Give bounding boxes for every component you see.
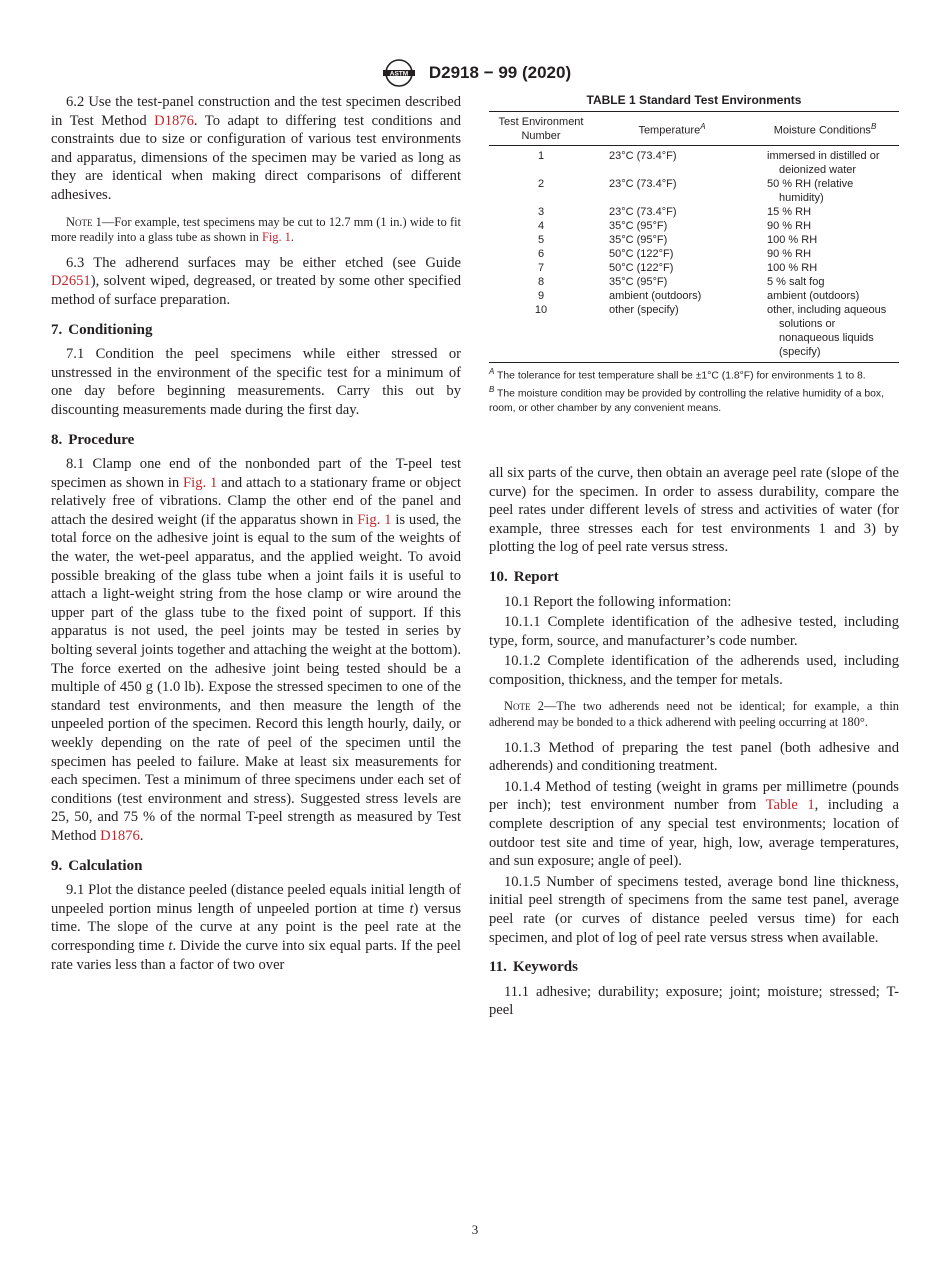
header-temperature: Temperature$^A$ (638, 122, 706, 137)
link-d1876[interactable]: D1876 (100, 827, 140, 844)
table-row: 8 35°C (95°F) 5 % salt fog (537, 276, 825, 288)
paragraph-10-1: 10.1 Report the following information: (504, 593, 732, 610)
svg-text:ASTM: ASTM (389, 70, 409, 78)
table-row: 3 23°C (73.4°F) 15 % RH (537, 206, 812, 218)
page-number: 3 (471, 1222, 479, 1237)
link-d2651[interactable]: D2651 (51, 273, 91, 290)
table-row: 4 35°C (95°F) 90 % RH (537, 220, 812, 232)
paragraph-6-2: 6.2 Use the test-panel construction and the test specimen described in Test Method D1876. To adapt to differing test conditions and constraints due to size or configuration of various test environments and apparatus, dimensions of the specimen may be varied as long as they are identical when making direct comparisons of different adhesives. (51, 94, 461, 203)
section-7-heading: 7. Conditioning (51, 321, 153, 338)
paragraph-9-1: 9.1 Plot the distance peeled (distance peeled equals initial length of unpeeled portion minus length of unpeeled portion at time t) versus time. The slope of the curve at any point is the peel rate at the corresponding time t. Divide the curve into six equal parts. If the peel rate varies less than a factor of two over (51, 882, 461, 973)
paragraph-9-1-continued: all six parts of the curve, then obtain an average peel rate (slope of the curve) for the specimen. In order to assess durability, compare the peel rates under different levels of stress and activities of water (for example, three stresses each for test environments 1 and 3) by plotting the log of peel rate versus stress. (489, 464, 899, 556)
table-row: 6 50°C (122°F) 90 % RH (537, 248, 812, 260)
paragraph-10-1-5: 10.1.5 Number of specimens tested, average bond line thickness, initial peel strength of specimens from the same test panel, average peel rate (or curves of distance peeled versus time) for each specimen, and plot of log of peel rate versus stress when available. (489, 873, 899, 946)
table-footnote-a: $^A$ The tolerance for test temperature shall be ±1°C (1.8°F) for environments 1 to 8. (489, 367, 866, 382)
document-id: D2918 − 99 (2020) (428, 63, 572, 82)
section-10-heading: 10. Report (489, 568, 559, 585)
link-fig-1[interactable]: Fig. 1 (261, 230, 291, 245)
header-moisture: Moisture Conditions$^B$ (773, 122, 877, 137)
right-column (489, 93, 899, 1022)
paragraph-8-1: 8.1 Clamp one end of the nonbonded part of the T-peel test specimen as shown in Fig. 1 and attach to a stationary frame or object relatively free of vibrations. Clamp the other end of the panel and attach the desired weight (if the apparatus shown in Fig. 1 is used, the total force on the adhesive joint is equal to the sum of the weights of the water, the wet-peel apparatus, and the applied weight. To avoid possible breaking of the glass tube when a joint fails it is useful to attach a light-weight string from the hose clamp or wire around the upper part of the glass tube to the fixed point of support. If this apparatus is not used, the peel joints may be tested in series by bolting several joints together and attaching the weight at the bottom). The force exerted on the adhesive joint being tested should be a multiple of 450 g (1.0 lb). Expose the stressed specimen to one of the standard test environments, and then measure the length of the unpeeled portion of the specimen. Record this length hourly, daily, or weekly depending on the rate of peel of the specimen until the specimen has peeled to failure. Make at least six measurements for each specimen. Test a minimum of three specimens under each set of conditions (test environment and stress). Suggested stress levels are 25, 50, and 75 % of the normal T-peel strength as measured by Test Method D1876. (51, 456, 461, 844)
table-footnote-b: $^B$ The moisture condition may be provided by controlling the relative humidity of a box, room, or other chamber by any convenient means. (489, 385, 885, 414)
paragraph-7-1: 7.1 Condition the peel specimens while either stressed or unstressed in the environment of the specific test for a minimum of one day before beginning measurements. Carry this out by discounting measurements made during the first day. (51, 346, 461, 418)
left-column (51, 93, 461, 976)
header-environment-number: Test Environment Number (498, 116, 584, 142)
note-1: Note 1—For example, test specimens may be cut to 12.7 mm (1 in.) wide to fit more readily into a glass tube as shown in Fig. 1. (51, 214, 461, 245)
link-table-1[interactable]: Table 1 (765, 797, 815, 814)
link-fig-1[interactable]: Fig. 1 (183, 474, 218, 491)
note-2: Note 2—The two adherends need not be identical; for example, a thin adherend may be bonded to a thick adherend with peeling occurring at 180°. (489, 699, 899, 730)
section-11-heading: 11. Keywords (489, 959, 578, 976)
paragraph-11-1: 11.1 adhesive; durability; exposure; joint; moisture; stressed; T-peel (489, 983, 899, 1019)
table-row: 1 23°C (73.4°F) immersed in distilled or deionized water (537, 150, 880, 176)
astm-logo-icon (379, 58, 419, 88)
link-d1876[interactable]: D1876 (154, 112, 194, 129)
link-fig-1[interactable]: Fig. 1 (357, 511, 392, 528)
table-row: 5 35°C (95°F) 100 % RH (537, 234, 818, 246)
section-9-heading: 9. Calculation (51, 857, 143, 874)
paragraph-10-1-3: 10.1.3 Method of preparing the test panel (both adhesive and adherends) and conditioning treatment. (489, 739, 899, 775)
table-1 (489, 93, 899, 416)
paragraph-10-1-2: 10.1.2 Complete identification of the adherends used, including composition, thickness, and the temper for metals. (489, 653, 899, 688)
page-header (0, 58, 950, 88)
table-row: 9 ambient (outdoors) ambient (outdoors) (537, 290, 860, 302)
paragraph-10-1-1: 10.1.1 Complete identification of the adhesive tested, including type, form, source, and manufacturer’s code number. (489, 614, 899, 649)
section-8-heading: 8. Procedure (51, 431, 135, 448)
paragraph-6-3: 6.3 The adherend surfaces may be either etched (see Guide D2651), solvent wiped, degreased, or treated by some other specified method of surface preparation. (51, 254, 461, 308)
table-header-row (489, 112, 899, 146)
paragraph-10-1-4: 10.1.4 Method of testing (weight in grams per millimetre (pounds per inch); test environment number from Table 1, including a complete description of any special test environments; location of outdoor test site and time of year, high, low, average temperatures, and sun exposure; angle of peel). (489, 778, 899, 870)
table-row: 2 23°C (73.4°F) 50 % RH (relative humidity) (537, 178, 854, 204)
table-caption: TABLE 1 Standard Test Environments (586, 93, 802, 107)
table-row: 10 other (specify) other, including aqueous solutions or nonaqueous liquids (specify) (534, 304, 887, 358)
environments-table (489, 111, 899, 363)
table-row: 7 50°C (122°F) 100 % RH (537, 262, 818, 274)
